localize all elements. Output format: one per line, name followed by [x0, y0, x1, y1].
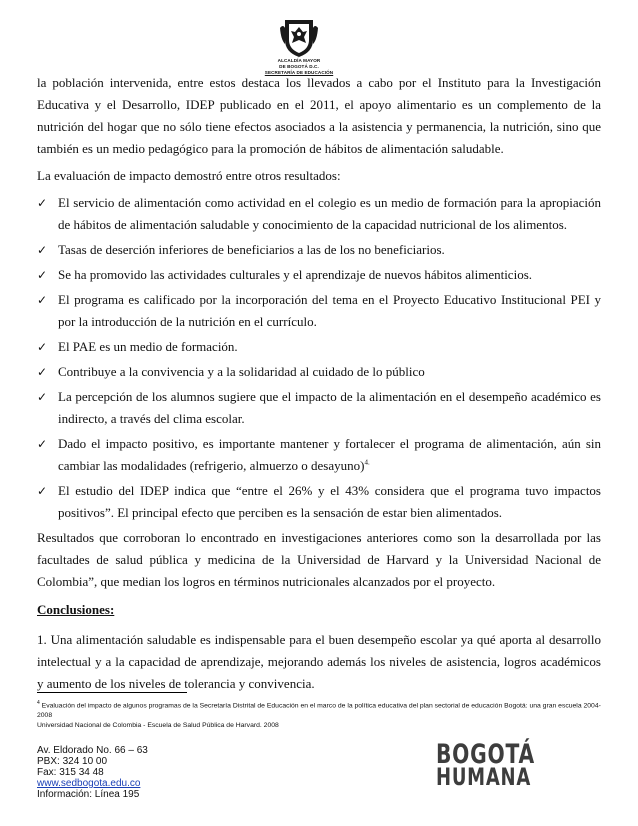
checkmark-icon: ✓ — [37, 293, 48, 307]
list-item: ✓ El PAE es un medio de formación. — [37, 336, 601, 358]
footnote-line-1: $^4$ Evaluación del impacto de algunos programas de la Secretaría Distrital de Educación en el marco de la política educativa del plan sectorial de educación Bogotá: una gran escuela 2004-2008 — [37, 700, 601, 720]
logo-line-secretaria: SECRETARÍA DE EDUCACIÓN — [264, 70, 334, 75]
logo-line-alcaldia: ALCALDÍA MAYOR — [277, 58, 321, 63]
checkmark-icon: ✓ — [37, 243, 48, 257]
logo-text-bogota: BOGOTÁ — [436, 739, 535, 770]
alcaldia-logo — [254, 18, 344, 76]
intro-paragraph: la población intervenida, entre estos destaca los llevados a cabo por el Instituto para la Investigación Educativa y el Desarrollo, IDEP publicado en el 2011, el apoyo alimentario es un complemento de la nutrición del hogar que no sólo tiene efectos asociados a la asistencia y permanencia, la nutrición, sino que también es un medio pedagógico para la promoción de hábitos de alimentación saludable. — [37, 75, 601, 156]
footnote-line-2: Universidad Nacional de Colombia - Escuela de Salud Pública de Harvard. 2008 — [37, 722, 279, 730]
address-line: Av. Eldorado No. 66 – 63 — [37, 745, 148, 756]
list-item: ✓ Tasas de deserción inferiores de beneficiarios a las de los no beneficiarios. — [37, 239, 601, 261]
list-item: ✓ Contribuye a la convivencia y a la solidaridad al cuidado de lo público — [37, 361, 601, 383]
list-item: ✓ El programa es calificado por la incorporación del tema en el Proyecto Educativo Institucional PEI y por la introducción de la nutrición en el currículo. — [37, 289, 601, 333]
lead-paragraph: La evaluación de impacto demostró entre otros resultados: — [37, 168, 341, 183]
list-item: ✓ Se ha promovido las actividades culturales y el aprendizaje de nuevos hábitos alimenticios. — [37, 264, 601, 286]
checkmark-icon: ✓ — [37, 484, 48, 498]
info-line: Información: Línea 195 — [37, 789, 140, 800]
logo-line-bogota: DE BOGOTÁ D.C. — [279, 64, 319, 69]
checkmark-icon: ✓ — [37, 268, 48, 282]
footnote-separator — [37, 692, 187, 693]
list-item: ✓ La percepción de los alumnos sugiere que el impacto de la alimentación en el desempeño académico es indirecto, a través del clima escolar. — [37, 386, 601, 430]
list-item: ✓ El estudio del IDEP indica que “entre el 26% y el 43% considera que el programa tuvo impactos positivos”. El principal efecto que perciben es la sensación de estar bien alimentados. — [37, 480, 601, 524]
contact-block — [37, 745, 148, 800]
checkmark-icon: ✓ — [37, 390, 48, 404]
list-item: ✓ El servicio de alimentación como actividad en el colegio es un medio de formación para la apropiación de hábitos de alimentación saludable y conocimiento de la capacidad nutricional de los alimentos. — [37, 192, 601, 236]
document-body — [37, 72, 601, 700]
checkmark-icon: ✓ — [37, 365, 48, 379]
results-list — [37, 192, 601, 524]
conclusions-heading: Conclusiones: — [37, 602, 115, 617]
pbx-line: PBX: 324 10 00 — [37, 756, 108, 767]
checkmark-icon: ✓ — [37, 437, 48, 451]
list-item: ✓ Dado el impacto positivo, es importante mantener y fortalecer el programa de alimentación, aún sin cambiar las modalidades (refrigerio, almuerzo o desayuno)$^{4.}$ — [37, 433, 601, 477]
fax-line: Fax: 315 34 48 — [37, 767, 104, 778]
bogota-humana-logo — [436, 739, 536, 791]
footnote — [37, 698, 601, 731]
checkmark-icon: ✓ — [37, 196, 48, 210]
coat-of-arms-icon — [277, 18, 321, 58]
results-paragraph: Resultados que corroboran lo encontrado en investigaciones anteriores como son la desarrollada por las facultades de salud pública y medicina de la Universidad de Harvard y la Universidad Nacional de Colombia”, que median los logros en términos nutricionales alcanzados por el proyecto. — [37, 530, 601, 589]
footnote-number: 4 — [37, 700, 40, 706]
conclusion-paragraph: 1. Una alimentación saludable es indispensable para el buen desempeño escolar ya qué aporta al desarrollo intelectual y a la capacidad de aprendizaje, mejorando además los niveles de asistencia, logros académicos y aumento de los niveles de tolerancia y convivencia. — [37, 632, 601, 691]
website-link[interactable]: www.sedbogota.edu.co — [37, 778, 141, 789]
logo-text-humana: HUMANA — [436, 763, 532, 791]
footnote-reference[interactable]: 4. — [364, 458, 370, 467]
checkmark-icon: ✓ — [37, 340, 48, 354]
